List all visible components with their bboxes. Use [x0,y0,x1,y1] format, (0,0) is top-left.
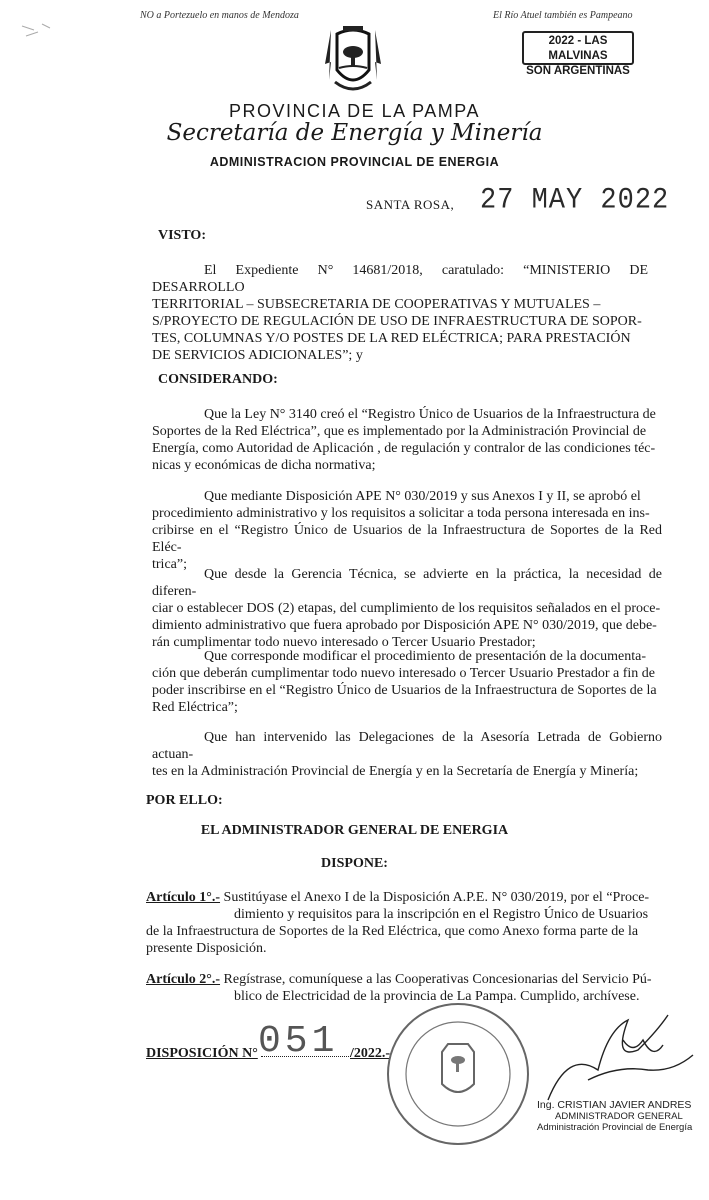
province-title: PROVINCIA DE LA PAMPA [229,101,480,121]
art1-line-1: Sustitúyase el Anexo I de la Disposición A.P.E. N° 030/2019, por el “Proce- [223,890,650,905]
disposition-year: /2022.- [350,1046,391,1061]
secretariat-title: Secretaría de Energía y Minería [166,120,543,146]
motto-right: El Río Atuel también es Pampeano [493,10,633,21]
visto-line-3: S/PROYECTO DE REGULACIÓN DE USO DE INFRAESTRUCTURA DE SOPOR- [152,314,642,329]
visto-heading: VISTO: [158,228,206,243]
p5-line-1: Que han intervenido las Delegaciones de la Asesoría Letrada de Gobierno actuan- [152,730,662,762]
date-stamp: 27 MAY 2022 [480,184,670,218]
city-label: SANTA ROSA, [366,197,455,212]
p1-line-2: Soportes de la Red Eléctrica”, que es implementado por la Administración Provincial de [152,424,647,439]
agency-title: ADMINISTRACION PROVINCIAL DE ENERGIA [209,155,500,169]
considerando-paragraph-5 [152,729,662,780]
signer-name: Ing. CRISTIAN JAVIER ANDRES [537,1099,692,1111]
p3-line-1: Que desde la Gerencia Técnica, se advierte en la práctica, la necesidad de diferen- [152,567,662,599]
official-round-seal [384,1000,532,1148]
scan-artifact [20,16,60,46]
p3-line-2: ciar o establecer DOS (2) etapas, del cumplimiento de los requisitos señalados en el proce- [152,601,661,616]
article-2-label: Artículo 2°.- [146,972,221,987]
art1-line-2: dimiento y requisitos para la inscripción en el Registro Único de Usuarios [234,907,649,922]
considerando-paragraph-2 [152,488,662,573]
considerando-paragraph-1 [152,406,662,474]
p1-line-3: Energía, como Autoridad de Aplicación , de regulación y contralor de las condiciones téc- [152,441,656,456]
visto-line-5: DE SERVICIOS ADICIONALES”; y [152,348,363,363]
dispone-heading: DISPONE: [321,856,388,871]
visto-line-4: TES, COLUMNAS Y/O POSTES DE LA RED ELÉCTRICA; PARA PRESTACIÓN [152,331,631,346]
article-1-label: Artículo 1°.- [146,890,221,905]
p2-line-4: trica”; [152,557,187,572]
visto-paragraph [152,262,648,364]
visto-line-1: El Expediente N° 14681/2018, caratulado: “MINISTERIO DE DESARROLLO [152,263,648,295]
p2-line-3: cribirse en el “Registro Único de Usuarios de la Infraestructura de Soportes de la Red Eléc- [152,523,662,555]
authority-heading: EL ADMINISTRADOR GENERAL DE ENERGIA [200,823,509,838]
considerando-paragraph-4 [152,648,662,716]
p1-line-1: Que la Ley N° 3140 creó el “Registro Único de Usuarios de la Infraestructura de [204,407,656,422]
art1-line-4: presente Disposición. [146,941,267,956]
stamp-line-1: 2022 - LAS MALVINAS [548,35,608,62]
signer-organization: Administración Provincial de Energía [537,1122,693,1133]
stamp-line-2: SON ARGENTINAS [526,65,630,77]
visto-line-2: TERRITORIAL – SUBSECRETARIA DE COOPERATIVAS Y MUTUALES – [152,297,601,312]
considerando-heading: CONSIDERANDO: [158,372,278,387]
signer-title: ADMINISTRADOR GENERAL [555,1111,683,1122]
handwritten-signature [528,1010,698,1105]
art2-line-1: Regístrase, comuníquese a las Cooperativas Concesionarias del Servicio Pú- [223,972,652,987]
p2-line-2: procedimiento administrativo y los requisitos a solicitar a toda persona interesada en ins- [152,506,650,521]
considerando-paragraph-3 [152,566,662,651]
province-crest-icon [317,24,389,100]
malvinas-stamp [522,31,634,77]
motto-left: NO a Portezuelo en manos de Mendoza [140,10,299,21]
p3-line-4: rán cumplimentar todo nuevo interesado o Tercer Usuario Prestador; [152,635,536,650]
p4-line-2: ción que deberán cumplimentar todo nuevo interesado o Tercer Usuario Prestador a fin de [152,666,655,681]
signer-block [537,1100,692,1133]
p5-line-2: tes en la Administración Provincial de Energía y en la Secretaría de Energía y Minería; [152,764,639,779]
article-1 [146,889,662,957]
art2-line-2: blico de Electricidad de la provincia de La Pampa. Cumplido, archívese. [234,989,640,1004]
p4-line-1: Que corresponde modificar el procedimiento de presentación de la documenta- [204,649,646,664]
p4-line-4: Red Eléctrica”; [152,700,238,715]
disposition-label-text: DISPOSICIÓN N° [146,1046,258,1061]
por-ello-heading: POR ELLO: [146,793,223,808]
p1-line-4: nicas y económicas de dicha normativa; [152,458,376,473]
art1-line-3: de la Infraestructura de Soportes de la Red Eléctrica, que como Anexo forma parte de la [146,924,639,939]
disposition-number: 051 [258,1020,339,1063]
p3-line-3: dimiento administrativo que fuera aprobado por Disposición APE N° 030/2019, que debe- [152,618,657,633]
p4-line-3: poder inscribirse en el “Registro Único de Usuarios de la Infraestructura de Soportes de la [152,683,657,698]
p2-line-1: Que mediante Disposición APE N° 030/2019 y sus Anexos I y II, se aprobó el [204,489,641,504]
